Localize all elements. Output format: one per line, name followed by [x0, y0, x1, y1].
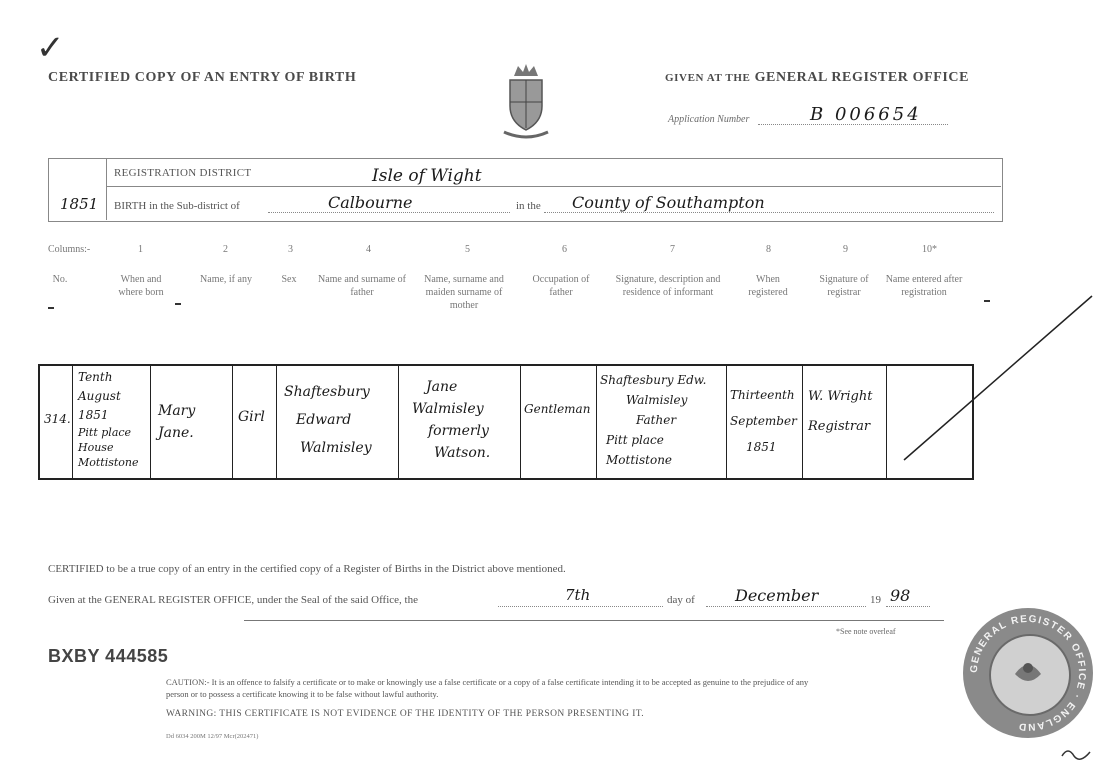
county-label: in the	[516, 200, 541, 212]
column-number: 9	[843, 244, 848, 255]
certificate-title: CERTIFIED COPY OF AN ENTRY OF BIRTH	[48, 70, 357, 85]
year-prefix: 19	[870, 594, 881, 606]
dash-mark	[48, 307, 54, 309]
column-number: 8	[766, 244, 771, 255]
subdistrict-value: Calbourne	[328, 193, 413, 212]
certificate-year: 98	[890, 586, 911, 605]
entry-line: September	[730, 414, 797, 428]
column-heading: Signature, description and residence of informant	[615, 274, 721, 298]
column-heading: When registered	[748, 274, 788, 298]
column-number: 10*	[922, 244, 937, 255]
entry-line: Father	[636, 413, 677, 427]
county-value: County of Southampton	[572, 193, 765, 212]
entry-line: Pitt place	[78, 426, 132, 439]
column-heading: Signature of registrar	[819, 274, 869, 298]
entry-line: 1851	[746, 440, 777, 454]
entry-line: 1851	[78, 408, 109, 422]
entry-number: 314.	[44, 412, 71, 426]
entry-line: Mary	[158, 403, 196, 419]
application-number-label: Application Number	[668, 114, 750, 125]
entry-line: Jane	[426, 379, 458, 395]
given-at-statement: Given at the GENERAL REGISTER OFFICE, under the Seal of the said Office, the	[48, 594, 418, 606]
column-heading: No.	[52, 274, 68, 285]
district-label: REGISTRATION DISTRICT	[114, 167, 252, 179]
entry-line: Pitt place	[606, 433, 664, 447]
entry-line: August	[78, 389, 121, 403]
column-heading: Name, surname and maiden surname of mother	[424, 274, 504, 311]
entry-line: Thirteenth	[730, 388, 795, 402]
column-number: 2	[223, 244, 228, 255]
certificate-day: 7th	[565, 586, 591, 604]
column-number: 4	[366, 244, 371, 255]
entry-line: House	[78, 441, 114, 454]
see-note: *See note overleaf	[836, 627, 896, 636]
day-line	[498, 606, 663, 607]
column-heading: When and where born	[118, 274, 164, 298]
month-line	[706, 606, 866, 607]
dash-mark	[984, 300, 990, 302]
form-code: Dd 6034 200M 12/97 Mcr(202471)	[166, 733, 259, 740]
certificate-month: December	[735, 586, 819, 605]
subdistrict-label: BIRTH in the Sub-district of	[114, 200, 240, 212]
entry-line: Jane.	[158, 425, 194, 441]
entry-line: Walmisley	[300, 440, 372, 456]
column-number: 6	[562, 244, 567, 255]
entry-line: Shaftesbury	[284, 384, 370, 400]
column-heading: Name, if any	[200, 274, 252, 285]
office-name: GENERAL REGISTER OFFICE	[754, 70, 970, 85]
registration-year: 1851	[60, 195, 99, 213]
entry-line: Watson.	[434, 445, 491, 461]
column-number: 7	[670, 244, 675, 255]
entry-sex: Girl	[238, 409, 265, 425]
district-value: Isle of Wight	[372, 166, 482, 186]
column-number: 3	[288, 244, 293, 255]
corner-scribble	[1060, 742, 1094, 762]
warning-text: WARNING: THIS CERTIFICATE IS NOT EVIDENCE OF THE IDENTITY OF THE PERSON PRESENTING IT.	[166, 709, 645, 719]
entry-line: Mottistone	[78, 456, 139, 469]
column-heading: Occupation of father	[532, 274, 590, 298]
column-number: 5	[465, 244, 470, 255]
entry-line: Tenth	[78, 370, 113, 384]
certification-statement: CERTIFIED to be a true copy of an entry in the certified copy of a Register of Births in the District above mentioned.	[48, 563, 566, 575]
column-heading: Name and surname of father	[317, 274, 407, 298]
column-number: 1	[138, 244, 143, 255]
application-number: B 006654	[810, 104, 922, 125]
columns-label: Columns:-	[48, 244, 91, 255]
column-heading: Sex	[281, 274, 297, 285]
certificate-serial: BXBY 444585	[48, 646, 169, 666]
seal-text: GENERAL REGISTER OFFICE · ENGLAND	[968, 613, 1088, 733]
given-at-label: GIVEN AT THE	[665, 72, 751, 84]
entry-line: Shaftesbury Edw.	[600, 373, 707, 387]
certification-rule	[244, 620, 944, 621]
tick-mark: ✓	[36, 28, 65, 68]
entry-line: Walmisley	[412, 401, 484, 417]
column-heading: Name entered after registration	[885, 274, 963, 298]
entry-line: Registrar	[808, 419, 871, 434]
entry-line: Mottistone	[606, 453, 673, 467]
dash-mark	[175, 303, 181, 305]
entry-line: W. Wright	[808, 389, 873, 404]
seal-text-ring	[963, 608, 1093, 738]
day-of-label: day of	[667, 594, 695, 606]
entry-line: Walmisley	[626, 393, 688, 407]
entry-line: formerly	[428, 423, 489, 439]
entry-line: Edward	[296, 412, 352, 428]
entry-occupation: Gentleman	[524, 402, 591, 416]
caution-text: CAUTION:- It is an offence to falsify a certificate or to make or knowingly use a false certificate or a copy of a false certificate intending it to be accepted as genuine to the prejudice of any person or to possess a certificate knowing it to be false without lawful authority.	[166, 677, 809, 699]
year-line	[886, 606, 930, 607]
